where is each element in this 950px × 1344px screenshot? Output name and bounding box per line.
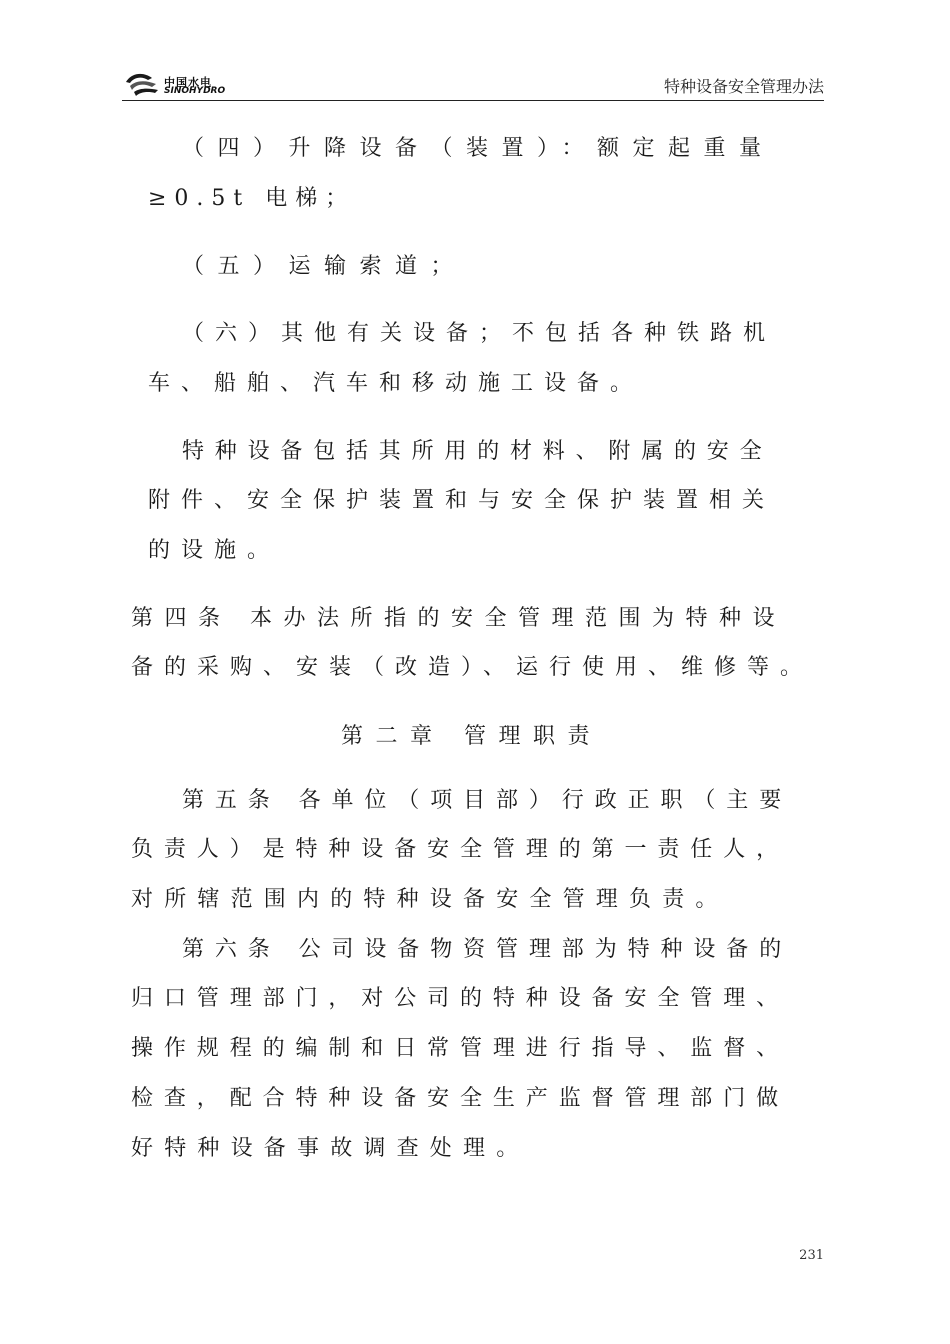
sinohydro-emblem-icon — [122, 68, 162, 98]
text-line: 操作规程的编制和日常管理进行指导、监督、 — [131, 1036, 790, 1061]
page-number: 231 — [799, 1248, 824, 1263]
text-line: 第六条 公司设备物资管理部为特种设备的 — [182, 937, 793, 962]
logo-chinese-text: 中国水电 — [164, 76, 212, 89]
page-header — [122, 66, 824, 101]
text-line: 附件、安全保护装置和与安全保护装置相关 — [148, 488, 776, 513]
text-line: 对所辖范围内的特种设备安全管理负责。 — [131, 887, 729, 912]
text-line: （六）其他有关设备；不包括各种铁路机 — [182, 321, 777, 346]
text-line: 负责人）是特种设备安全管理的第一责任人， — [131, 837, 790, 862]
text-line: 备的采购、安装（改造）、运行使用、维修等。 — [131, 655, 814, 680]
text-line: 第四条 本办法所指的安全管理范围为特种设 — [131, 606, 786, 631]
chapter-heading: 第二章 管理职责 — [341, 724, 602, 749]
text-line: 好特种设备事故调查处理。 — [131, 1136, 530, 1161]
sinohydro-logo — [122, 68, 242, 98]
text-line: ≥0.5t 电梯； — [148, 186, 356, 211]
text-line: （四）升降设备（装置）：额定起重量 — [182, 136, 775, 161]
text-line: 特种设备包括其所用的材料、附属的安全 — [182, 439, 773, 464]
text-line: 归口管理部门，对公司的特种设备安全管理、 — [131, 986, 790, 1011]
text-line: （五）运输索道； — [182, 254, 467, 279]
text-line: 车、船舶、汽车和移动施工设备。 — [148, 371, 644, 396]
document-title: 特种设备安全管理办法 — [663, 77, 824, 96]
text-line: 检查，配合特种设备安全生产监督管理部门做 — [131, 1086, 790, 1111]
text-line: 第五条 各单位（项目部）行政正职（主要 — [182, 788, 793, 813]
text-line: 的设施。 — [148, 538, 281, 563]
logo-english-text: SINOHYDRO — [164, 86, 226, 96]
